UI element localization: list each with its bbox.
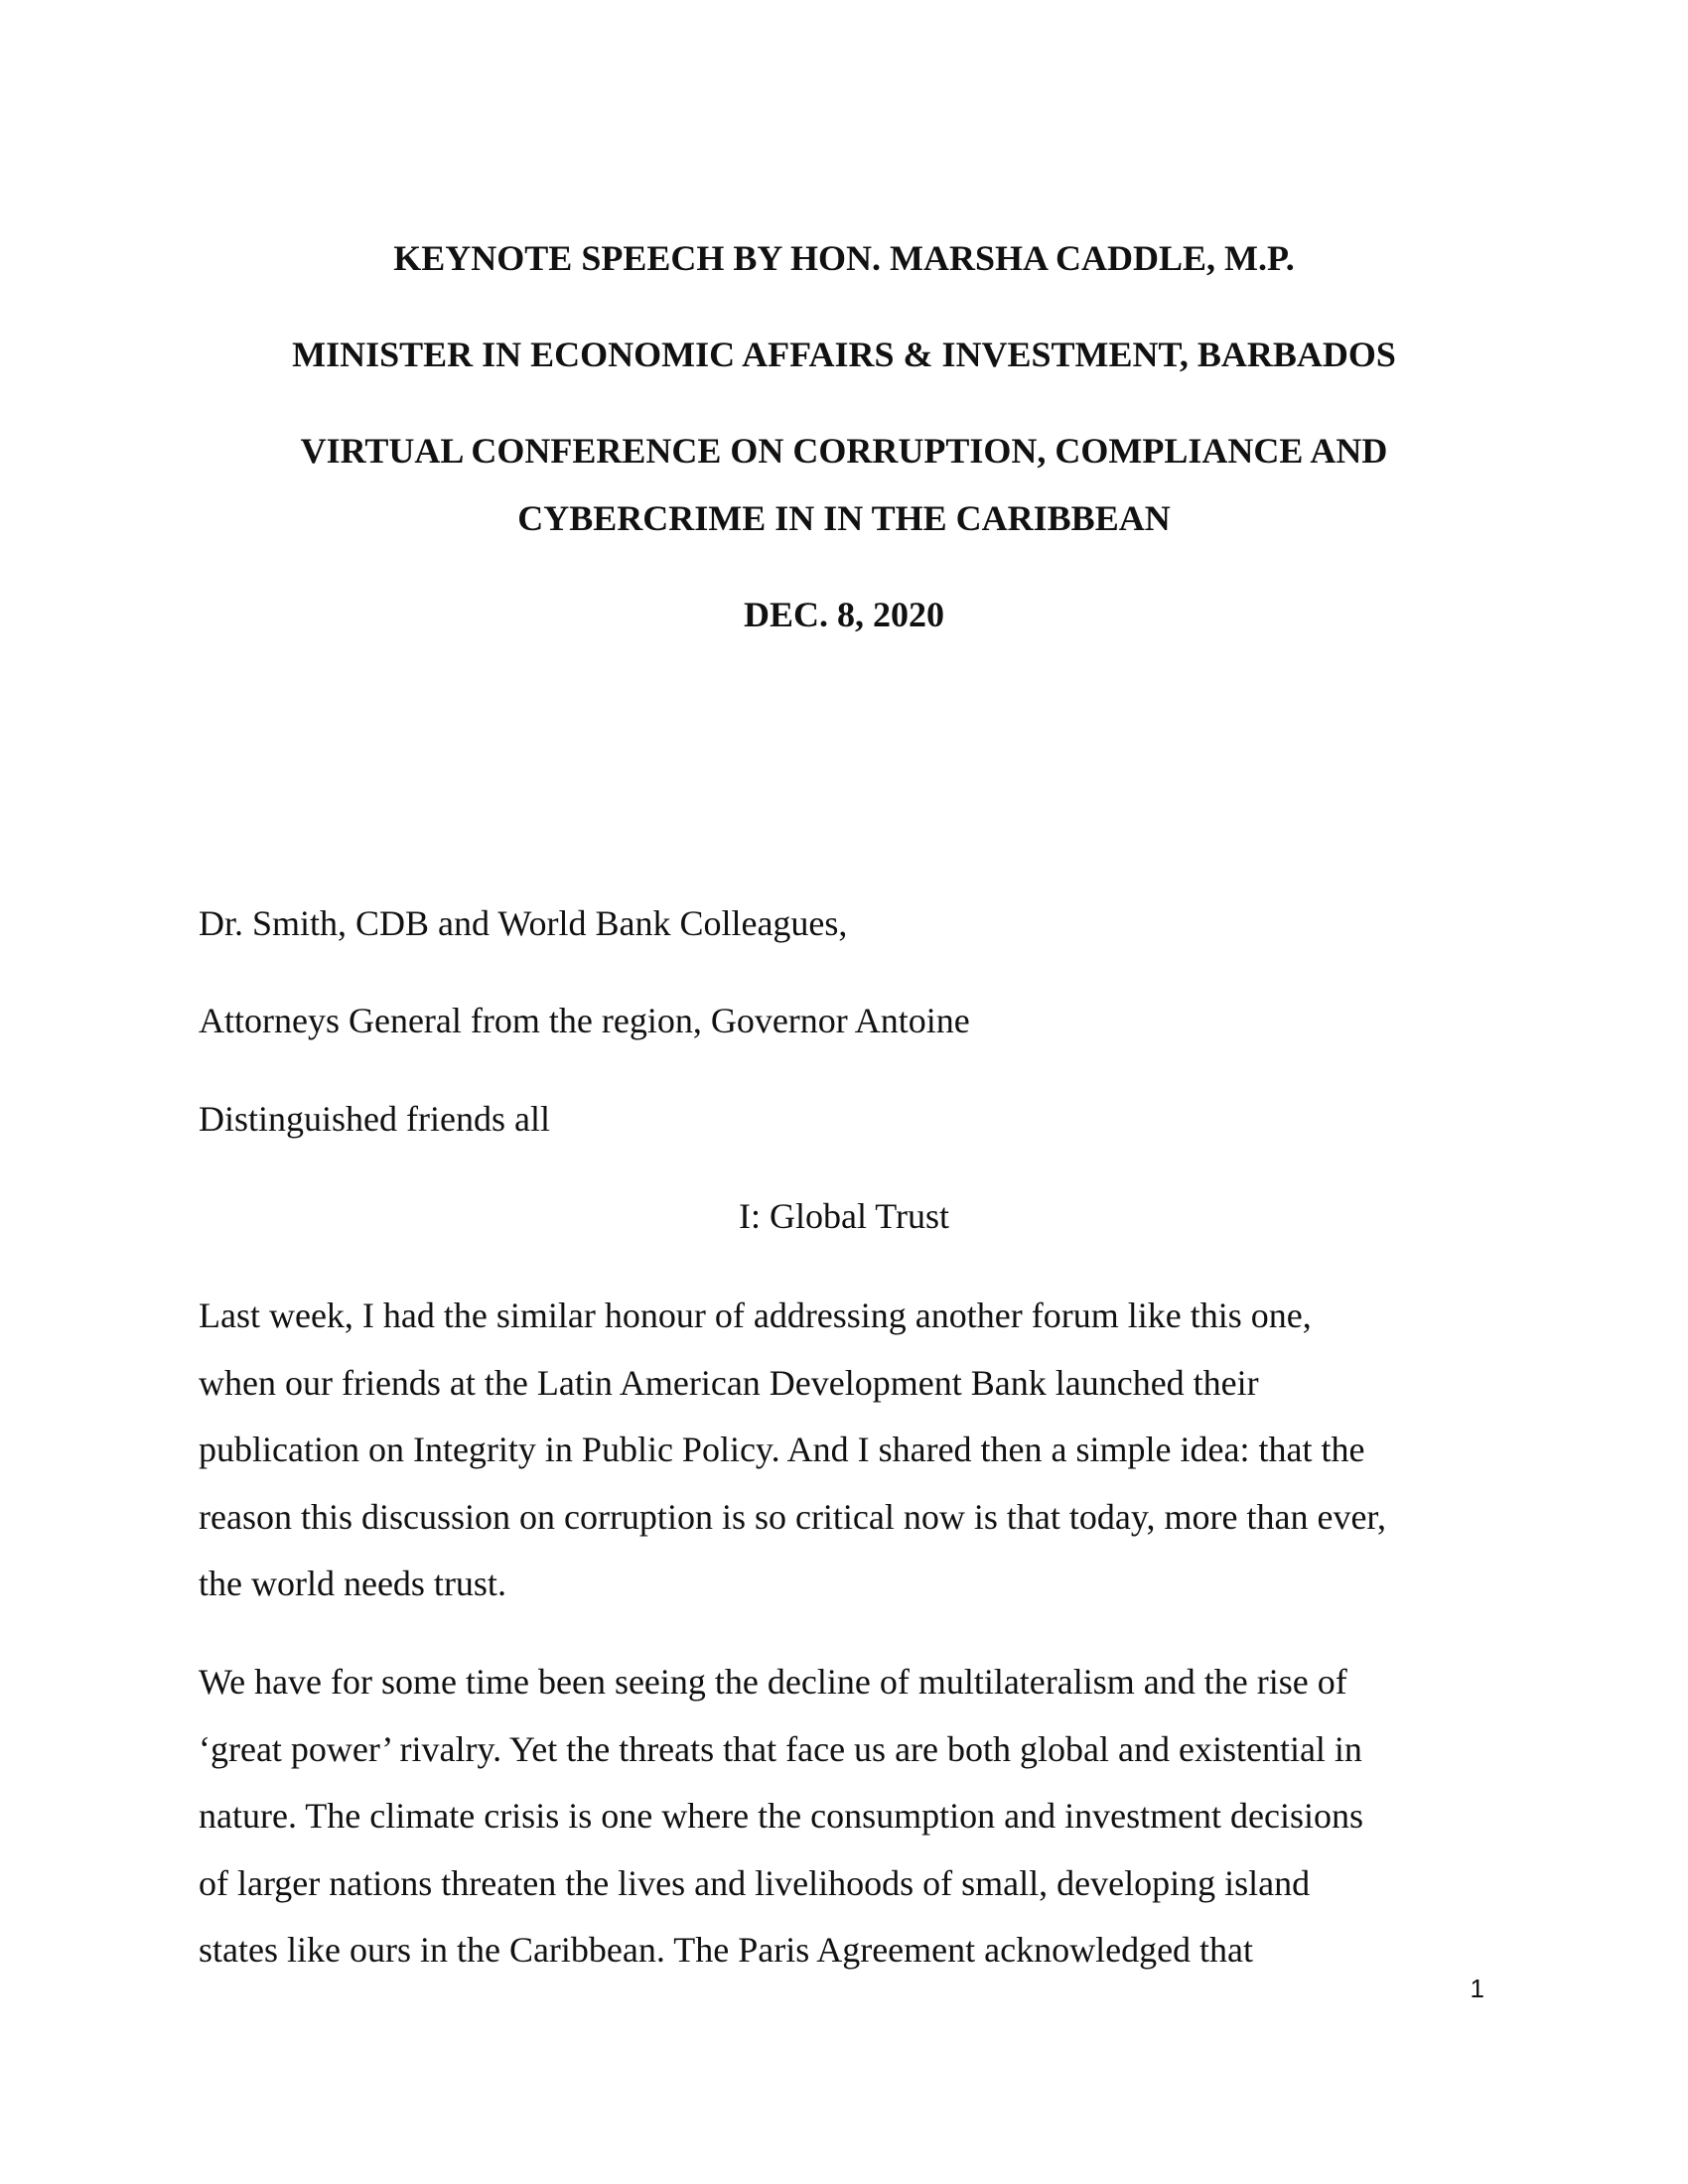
event-title-line-2: CYBERCRIME IN IN THE CARIBBEAN — [517, 498, 1171, 538]
paragraph-line: Last week, I had the similar honour of addressing another forum like this one, — [199, 1296, 1312, 1335]
salutation-line: Dr. Smith, CDB and World Bank Colleagues, — [199, 903, 848, 943]
paragraph-line: the world needs trust. — [199, 1564, 506, 1603]
paragraph-line: nature. The climate crisis is one where the consumption and investment decisions — [199, 1796, 1364, 1836]
salutation-line: Attorneys General from the region, Governor Antoine — [199, 1001, 970, 1040]
paragraph-line: when our friends at the Latin American Development Bank launched their — [199, 1362, 1259, 1403]
speech-title: KEYNOTE SPEECH BY HON. MARSHA CADDLE, M.P. — [393, 238, 1295, 278]
paragraph-line: publication on Integrity in Public Policy. And I shared then a simple idea: that the — [199, 1430, 1365, 1469]
page-number: 1 — [1470, 1974, 1484, 2003]
paragraph-line: states like ours in the Caribbean. The Paris Agreement acknowledged that — [199, 1930, 1254, 1970]
paragraph-line: ‘great power’ rivalry. Yet the threats that face us are both global and existential in — [199, 1728, 1362, 1769]
paragraph-line: of larger nations threaten the lives and livelihoods of small, developing island — [199, 1862, 1311, 1903]
speech-date: DEC. 8, 2020 — [743, 595, 944, 634]
paragraph — [199, 1649, 1489, 1984]
paragraph-line: We have for some time been seeing the decline of multilateralism and the rise of — [199, 1662, 1347, 1702]
speaker-role: MINISTER IN ECONOMIC AFFAIRS & INVESTMENT, BARBADOS — [292, 335, 1396, 374]
event-title-line-1: VIRTUAL CONFERENCE ON CORRUPTION, COMPLIANCE AND — [300, 431, 1388, 471]
paragraph-line: reason this discussion on corruption is so critical now is that today, more than ever, — [199, 1496, 1386, 1537]
salutation-line: Distinguished friends all — [199, 1099, 550, 1139]
section-heading: I: Global Trust — [738, 1196, 950, 1236]
paragraph — [199, 1283, 1489, 1618]
